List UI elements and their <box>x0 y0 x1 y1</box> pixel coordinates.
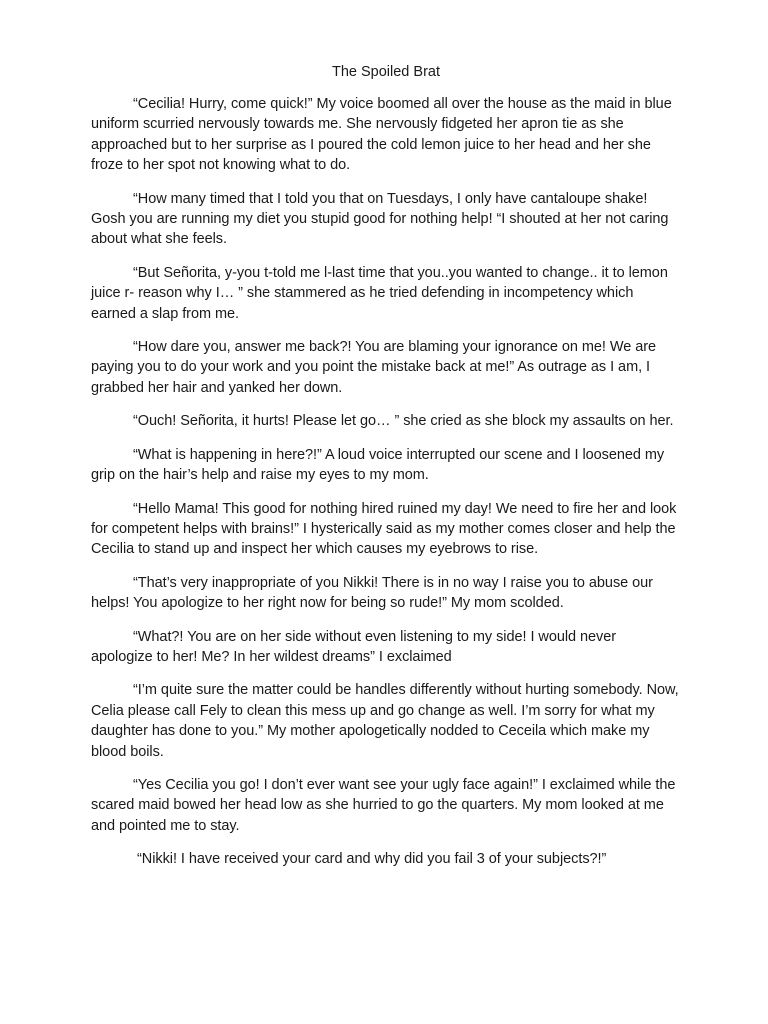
paragraph-5: “Ouch! Señorita, it hurts! Please let go… ” she cried as she block my assaults on her. <box>133 413 674 430</box>
paragraph-8: “That’s very inappropriate of you Nikki! There is in no way I raise you to abuse our helps! You apologize to her right now for being so rude!” My mom scolded. <box>91 574 653 612</box>
document-page <box>91 62 681 883</box>
paragraph-2: “How many timed that I told you that on Tuesdays, I only have cantaloupe shake! Gosh you are running my diet you stupid good for nothing help! “I shouted at her not caring about what she feels. <box>91 190 669 248</box>
document-title: The Spoiled Brat <box>331 64 440 80</box>
paragraph-10: “I’m quite sure the matter could be handles differently without hurting somebody. Now, Celia please call Fely to clean this mess up and go change as well. I’m sorry for what my daughter has done to you.” My mother apologetically nodded to Ceceila which make my blood boils. <box>91 682 679 760</box>
paragraph-7: “Hello Mama! This good for nothing hired ruined my day! We need to fire her and look for competent helps with brains!” I hysterically said as my mother comes closer and help the Cecilia to stand up and inspect her which causes my eyebrows to rise. <box>91 500 677 558</box>
paragraph-12: “Nikki! I have received your card and why did you fail 3 of your subjects?!” <box>137 851 607 868</box>
paragraph-3: “But Señorita, y-you t-told me l-last time that you..you wanted to change.. it to lemon juice r- reason why I… ” she stammered as he tried defending in incompetency which earned a slap from me. <box>91 264 668 322</box>
paragraph-11: “Yes Cecilia you go! I don’t ever want see your ugly face again!” I exclaimed while the scared maid bowed her head low as she hurried to go the quarters. My mom looked at me and pointed me to stay. <box>91 776 676 834</box>
paragraph-9: “What?! You are on her side without even listening to my side! I would never apologize to her! Me? In her wildest dreams” I exclaimed <box>91 628 617 665</box>
paragraph-4: “How dare you, answer me back?! You are blaming your ignorance on me! We are paying you to do your work and you point the mistake back at me!” As outrage as I am, I grabbed her hair and yanked her down. <box>91 339 657 396</box>
paragraph-6: “What is happening in here?!” A loud voice interrupted our scene and I loosened my grip on the hair’s help and raise my eyes to my mom. <box>91 446 665 484</box>
paragraph-1: “Cecilia! Hurry, come quick!” My voice boomed all over the house as the maid in blue uniform scurried nervously towards me. She nervously fidgeted her apron tie as she approached but to her surprise as I poured the cold lemon juice to her head and her she froze to her spot not knowing what to do. <box>91 96 672 174</box>
